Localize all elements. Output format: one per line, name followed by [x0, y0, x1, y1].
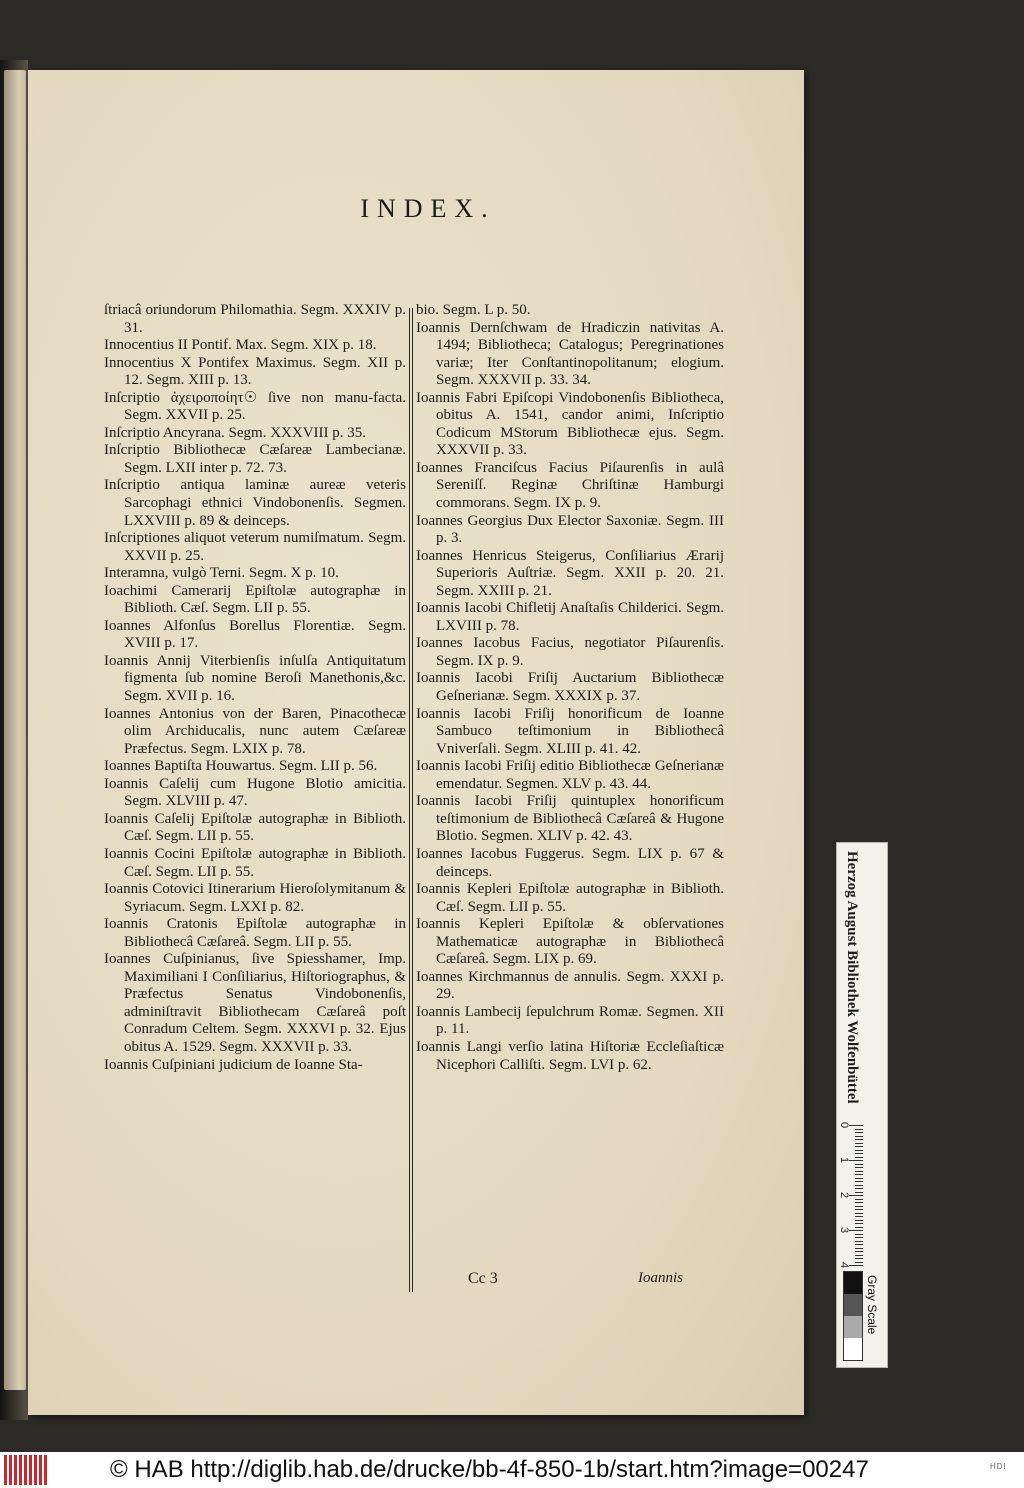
index-entry: Ioannis Fabri Epiſcopi Vindobonenſis Bibliotheca, obitus A. 1541, candor animi, Inſcriptio Codicum MStorum Bibliothecæ ejus. Segm. XXXVII p. 33. — [416, 389, 724, 459]
index-entry: Interamna, vulgò Terni. Segm. X p. 10. — [104, 565, 339, 582]
index-entry: Ioannes Cuſpinianus, ſive Spiesshamer, Imp. Maximiliani I Conſiliarius, Hiſtoriographus, & Præfectus Senatus Vindobonenſis, adminiſtravit Bibliothecam Cæſareâ poſt Conradum Celtem. Segm. XXXVI p. 32. Ejus obitus A. 1529. Segm. XXXVII p. 33. — [104, 951, 406, 1055]
ruler-tick — [855, 1164, 863, 1165]
ruler-tick — [855, 1132, 863, 1133]
index-entry: Ioannes Georgius Dux Elector Saxoniæ. Segm. III p. 3. — [416, 512, 724, 547]
ruler-tick — [855, 1209, 863, 1210]
page-header: INDEX. — [360, 194, 496, 223]
index-entry: Ioannis Iacobi Friſij Auctarium Bibliothecæ Geſnerianæ. Segm. XXXIX p. 37. — [416, 670, 724, 705]
ruler-tick — [855, 1143, 863, 1144]
ruler-tick — [855, 1199, 863, 1200]
catchword: Ioannis — [638, 1270, 683, 1286]
ruler-tick — [855, 1167, 863, 1168]
index-entry: Inſcriptio Ancyrana. Segm. XXXVIII p. 35. — [104, 424, 367, 441]
ruler-tick — [855, 1244, 863, 1245]
ruler-tick — [855, 1150, 863, 1151]
index-entry: ſtriacâ oriundorum Philomathia. Segm. XXXIV p. 31. — [104, 302, 406, 336]
ruler-label: 3 — [838, 1226, 851, 1234]
ruler-tick — [855, 1241, 863, 1242]
ruler-tick — [855, 1136, 863, 1137]
index-entry: Ioannis Cuſpiniani judicium de Ioanne Sta- — [104, 1056, 363, 1073]
ruler-tick — [855, 1188, 863, 1189]
index-entry: Ioachimi Camerarij Epiſtolæ autographæ in Biblioth. Cæſ. Segm. LII p. 55. — [104, 582, 406, 617]
ruler-tick — [855, 1251, 863, 1252]
ruler-tick — [849, 1195, 863, 1196]
signature-mark: Cc 3 — [468, 1270, 498, 1287]
index-entry: Ioannes Antonius von der Baren, Pinacothecæ olim Archiducalis, nunc autem Cæſareæ Præfectus. Segm. LXIX p. 78. — [104, 705, 406, 757]
footer-small-mark: HDI — [990, 1462, 1007, 1471]
ruler-tick — [855, 1227, 863, 1228]
ruler-tick — [855, 1153, 863, 1154]
index-entry: Inſcriptio Bibliothecæ Cæſareæ Lambecianæ. Segm. LXII inter p. 72. 73. — [104, 442, 406, 476]
footer-bar — [0, 1452, 1024, 1488]
index-entry: Ioannes Franciſcus Facius Piſaurenſis in aulâ Sereniſſ. Reginæ Chriſtinæ Hamburgi commorans. Segm. IX p. 9. — [416, 459, 724, 512]
index-entry: Innocentius X Pontifex Maximus. Segm. XII p. 12. Segm. XIII p. 13. — [104, 354, 406, 389]
index-entry: Ioannes Iacobus Facius, negotiator Piſaurenſis. Segm. IX p. 9. — [416, 635, 724, 669]
right-column — [416, 302, 724, 1074]
ruler-tick — [855, 1262, 863, 1263]
ruler-tick — [855, 1258, 863, 1259]
index-entry: Ioannis Dernſchwam de Hradiczin nativitas A. 1494; Bibliotheca; Catalogus; Peregrinationes variæ; Iter Conſtantinopolitanum; elogium. Segm. XXXVII p. 33. 34. — [416, 319, 724, 389]
index-entry: Ioannis Cocini Epiſtolæ autographæ in Biblioth. Cæſ. Segm. LII p. 55. — [104, 845, 406, 880]
ruler-tick — [855, 1234, 863, 1235]
index-entry: Ioannis Cotovici Itinerarium Hieroſolymitanum & Syriacum. Segm. LXXI p. 82. — [104, 881, 406, 915]
ruler-tick — [849, 1125, 863, 1126]
gray-scale-label: Gray Scale — [865, 1275, 879, 1335]
index-entry: Ioannis Caſelij Epiſtolæ autographæ in Biblioth. Cæſ. Segm. LII p. 55. — [104, 810, 406, 845]
index-entry: Inſcriptio antiqua laminæ aureæ veteris Sarcophagi ethnici Vindobonenſis. Segmen. LXXVIII p. 89 & deinceps. — [104, 477, 406, 529]
index-entry: Ioannes Iacobus Fuggerus. Segm. LIX p. 67 & deinceps. — [416, 845, 724, 880]
ruler-tick — [855, 1248, 863, 1249]
copyright-url[interactable]: © HAB http://diglib.hab.de/drucke/bb-4f-850-1b/start.htm?image=00247 — [110, 1456, 869, 1483]
index-entry: Ioannis Iacobi Chifletij Anaſtaſis Childerici. Segm. LXVIII p. 78. — [416, 600, 724, 634]
index-entry: Ioannis Cratonis Epiſtolæ autographæ in Bibliothecâ Cæſareâ. Segm. LII p. 55. — [104, 916, 406, 950]
index-entry: Ioannes Baptiſta Houwartus. Segm. LII p. 56. — [104, 758, 378, 775]
ruler-tick — [855, 1129, 863, 1130]
ruler-tick — [855, 1213, 863, 1214]
ruler-tick — [855, 1174, 863, 1175]
ruler-tick — [855, 1171, 863, 1172]
ruler-tick — [849, 1230, 863, 1231]
ruler-label: 2 — [838, 1191, 851, 1199]
library-reference-card — [836, 842, 888, 1368]
ruler-tick — [855, 1185, 863, 1186]
ruler-tick — [855, 1178, 863, 1179]
ruler-label: 4 — [838, 1261, 851, 1269]
facing-page-edge — [4, 70, 26, 1390]
index-entry: Inſcriptiones aliquot veterum numiſmatum. Segm. XXVII p. 25. — [104, 530, 406, 564]
index-entry: Ioannis Lambecij ſepulchrum Romæ. Segmen. XII p. 11. — [416, 1003, 724, 1038]
index-entry: Ioannis Iacobi Friſij quintuplex honorificum teſtimonium de Bibliothecâ Cæſareâ & Hugone Blotio. Segmen. XLIV p. 42. 43. — [416, 793, 724, 845]
ruler-tick — [855, 1206, 863, 1207]
ruler-tick — [849, 1265, 863, 1266]
ruler-tick — [855, 1139, 863, 1140]
ruler-tick — [855, 1202, 863, 1203]
index-entry: Ioannes Kirchmannus de annulis. Segm. XXXI p. 29. — [416, 968, 724, 1003]
ruler-tick — [855, 1220, 863, 1221]
measurement-ruler — [838, 1121, 865, 1269]
column-rule-left — [409, 308, 410, 1292]
book-page — [28, 70, 804, 1415]
ruler-tick — [855, 1255, 863, 1256]
index-entry: Innocentius II Pontif. Max. Segm. XIX p. 18. — [104, 337, 377, 354]
column-rule-right — [412, 308, 413, 1292]
library-name: Herzog August Bibliothek Wolfenbüttel — [844, 851, 860, 1104]
ruler-tick — [855, 1181, 863, 1182]
ruler-tick — [855, 1146, 863, 1147]
index-entry: Ioannis Kepleri Epiſtolæ & obſervationes Mathematicæ autographæ in Bibliothecâ Cæſareâ. Segm. LIX p. 69. — [416, 916, 724, 968]
index-entry: Inſcriptio ἀχειροποίητ☉ ſive non manu-facta. Segm. XXVII p. 25. — [104, 389, 406, 424]
ruler-tick — [855, 1223, 863, 1224]
index-entry: Ioannis Iacobi Friſij editio Bibliothecæ Geſnerianæ emendatur. Segmen. XLV p. 43. 44. — [416, 758, 724, 792]
index-entry: Ioannis Caſelij cum Hugone Blotio amicitia. Segm. XLVIII p. 47. — [104, 775, 406, 810]
gray-scale-strip — [843, 1271, 863, 1361]
ruler-tick — [855, 1192, 863, 1193]
index-entry: Ioannis Langi verſio latina Hiſtoriæ Eccleſiaſticæ Nicephori Calliſti. Segm. LVI p. 62. — [416, 1038, 724, 1073]
ruler-tick — [849, 1160, 863, 1161]
hab-logo-icon — [4, 1455, 48, 1485]
index-entry: Ioannis Kepleri Epiſtolæ autographæ in Biblioth. Cæſ. Segm. LII p. 55. — [416, 881, 724, 915]
index-entry: bio. Segm. L p. 50. — [416, 302, 531, 318]
index-entry: Ioannes Henricus Steigerus, Conſiliarius Ærarij Superioris Auſtriæ. Segm. XXII p. 20. 21. Segm. XXIII p. 21. — [416, 547, 724, 599]
ruler-tick — [855, 1237, 863, 1238]
ruler-tick — [855, 1157, 863, 1158]
index-entry: Ioannis Iacobi Friſij honorificum de Ioanne Sambuco teſtimonium in Bibliothecâ Vniverſali. Segm. XLIII p. 41. 42. — [416, 705, 724, 757]
ruler-label: 0 — [838, 1121, 851, 1129]
index-entry: Ioannes Alfonſus Borellus Florentiæ. Segm. XVIII p. 17. — [104, 617, 406, 652]
ruler-label: 1 — [838, 1156, 851, 1164]
left-column — [104, 302, 406, 1074]
index-entry: Ioannis Annij Viterbienſis inſulſa Antiquitatum figmenta ſub nomine Beroſi Manethonis,&c. Segm. XVII p. 16. — [104, 652, 406, 705]
ruler-tick — [855, 1216, 863, 1217]
